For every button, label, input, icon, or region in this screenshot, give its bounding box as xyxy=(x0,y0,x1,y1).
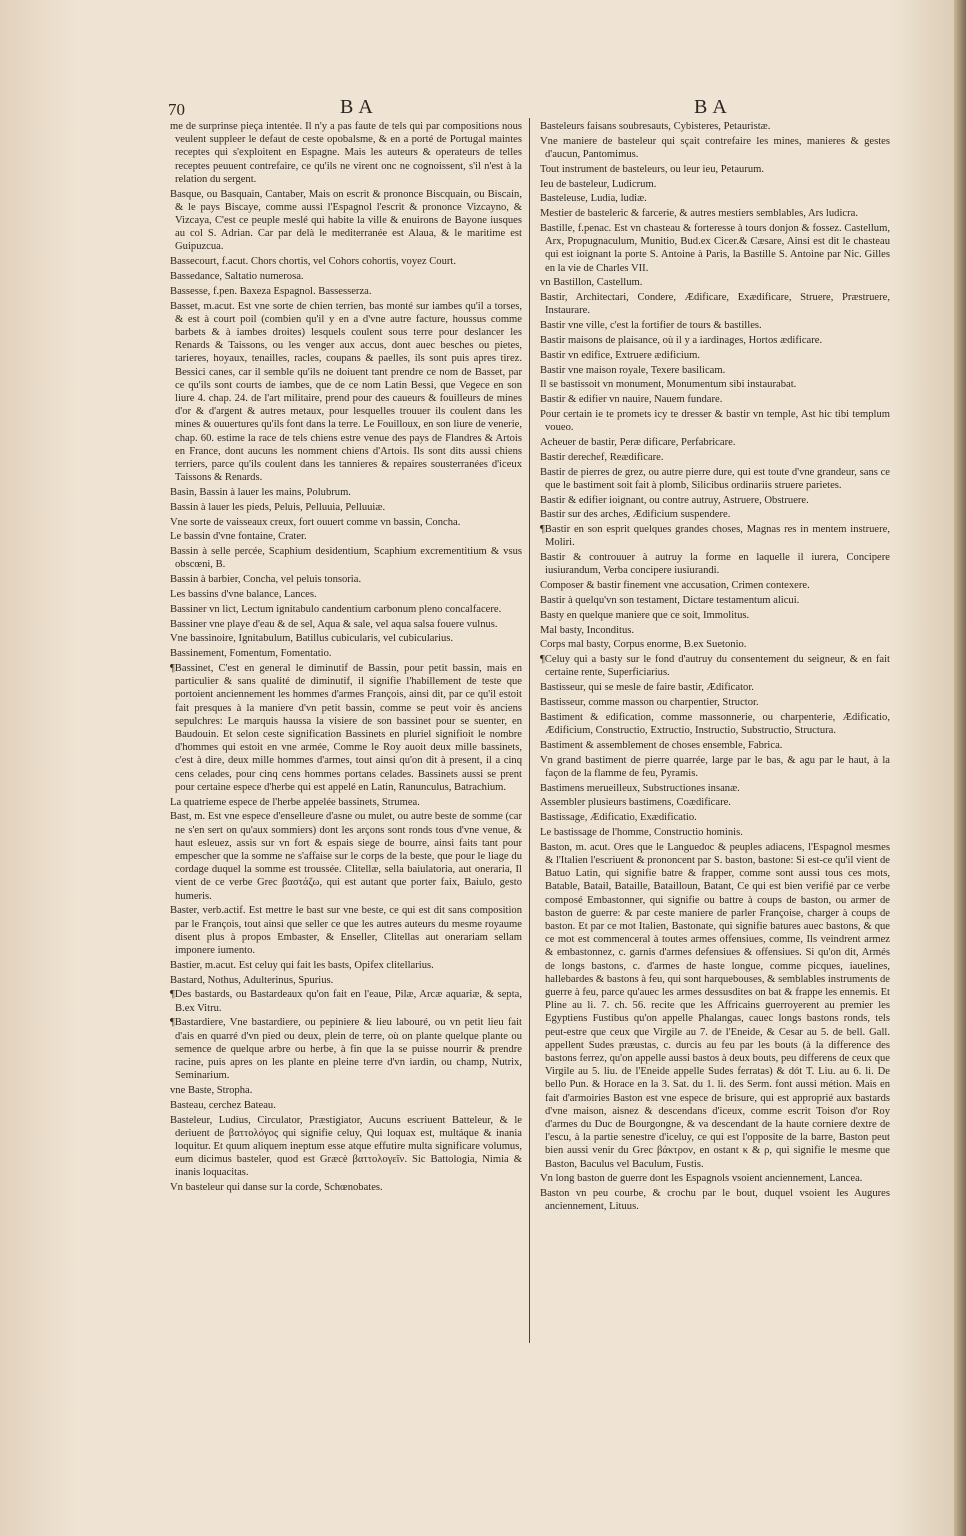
dictionary-entry: Bassiner vn lict, Lectum ignitabulo candentium carbonum pleno concalfacere. xyxy=(170,603,502,615)
dictionary-entry: Le bastissage de l'homme, Constructio hominis. xyxy=(540,826,743,838)
dictionary-entry: Bastir & edifier vn nauire, Nauem fundare. xyxy=(540,394,723,406)
dictionary-entry: Vne sorte de vaisseaux creux, fort ouuert comme vn bassin, Concha. xyxy=(170,516,461,528)
left-column xyxy=(170,120,522,1196)
dictionary-entry: Bastiment & assemblement de choses ensemble, Fabrica. xyxy=(540,739,783,751)
dictionary-entry: ¶Bastir en son esprit quelques grandes choses, Magnas res in mentem instruere, Moliri. xyxy=(540,524,890,549)
dictionary-entry: Baston, m. acut. Ores que le Languedoc & peuples adiacens, l'Espagnol mesmes & l'Italien l'escriuent & prononcent par S. baston, bastone: Si est-ce qu'il vient de Batuo Latin, qui signifie batre & frapper, comme sont aussi tous ces mots, Batable, Batail, Bataille, Batailloun, Batant, Ce qui est bien verifié par ce verbe composé Embastonner, qui signifie ou battre à coups de baston, ou armer de baston de guerre: & par ceste maniere de parler Françoise, charger à coups de baston. Et par ce mot Italien, Bastonate, qui signifie batures auec bastons, & que ce mot est commenceral à toutes armes offensiues, comme, Ils veindrent armez & embastonnez, c. garnis d'armes defensiues & offensiues. Si qu'on dit, Armés de longs bastons, c. d'armes de haste longue, comme picques, iauelines, hallebardes & bastons à feu, qui sont harquebouses, & semblables instruments de guerre à feu, parce qu'auec les armes dessusdites on bat & frappe les ennemis. Et Pline au li. 7. ch. 56. recite que les Affricains guerroyerent au premier les Egyptiens Fustibus qu'on appelle Phalangas, cauec longs bastons ronds, tels peut-estre que ceux que Virgile au 7. de l'Eneide, & Cesar au 5. de bell. Gall. appellent Sudes præustas, c. durcis au feu par les bouts (à la difference des bastons ferrez, qu'on appelle aussi bastos à deux bouts, peu differens de ceux que Virgile au 5. liu. de l'Eneide appelle Sudes ferratas) & dót T. Liu. au 6. li. De bello Pun. & Horace en la 3. Sat. du 1. li. des Serm. font aussi métion. Mais en fait d'armoiries Baston est vne espece de brisure, qui est approprié aux bastards d'vne maison, aisnez & descendans d'iceux, comme escrit Toison d'or Roy d'armes du Duc de Bourgongne, & va descendant de la haute corniere dextre de l'escu, à la partie senestre d'iceluy, ce qui est l'opposite de la barre, Baston peut bien aussi venir du Grec βάκτρον, en ostant κ & ρ, qui signifie le mesme que Baston, Baculus vel Baculum, Fustis. xyxy=(540,841,890,1170)
dictionary-entry: Mal basty, Inconditus. xyxy=(540,624,635,636)
dictionary-entry: Pour certain ie te promets icy te dresser & bastir vn temple, Ast hic tibi templum voueo. xyxy=(540,408,890,434)
dictionary-entry: Bastier, m.acut. Est celuy qui fait les basts, Opifex clitellarius. xyxy=(170,959,434,971)
dictionary-entry: vne Baste, Stropha. xyxy=(170,1085,253,1097)
dictionary-entry: La quatrieme espece de l'herbe appelée bassinets, Strumea. xyxy=(170,796,420,808)
dictionary-entry: Baston vn peu courbe, & crochu par le bout, duquel vsoient les Augures anciennement, Lituus. xyxy=(540,1188,890,1213)
page-gutter-shadow xyxy=(954,0,966,1536)
dictionary-entry: Vn basteleur qui danse sur la corde, Schœnobates. xyxy=(170,1182,383,1194)
dictionary-entry: Bassin à lauer les pieds, Peluis, Pelluuia, Pelluuiæ. xyxy=(170,501,386,513)
dictionary-entry: Ieu de basteleur, Ludicrum. xyxy=(540,178,657,190)
dictionary-entry: Basque, ou Basquain, Cantaber, Mais on escrit & prononce Biscquain, ou Biscain, & le pays Biscaye, comme aussi l'Espagnol l'escrit & prononce Vizcayno, & Vizcaya, C'est ce peuple meslé qui habite la ville & enuirons de Bayone iusques au col S. Adrian. Car par delà le mediterranée est Alaua, & le maritime est Guipuzcua. xyxy=(170,188,522,253)
dictionary-entry: Bastir à quelqu'vn son testament, Dictare testamentum alicui. xyxy=(540,594,800,606)
dictionary-entry: Il se bastissoit vn monument, Monumentum sibi instaurabat. xyxy=(540,379,797,391)
dictionary-entry: Bassedance, Saltatio numerosa. xyxy=(170,271,304,283)
dictionary-entry: Bassecourt, f.acut. Chors chortis, vel Cohors cohortis, voyez Court. xyxy=(170,256,456,268)
dictionary-entry: Vn long baston de guerre dont les Espagnols vsoient anciennement, Lancea. xyxy=(540,1173,863,1185)
dictionary-entry: Bastir, Architectari, Condere, Ædificare, Exædificare, Struere, Præstruere, Instaurare. xyxy=(540,292,890,317)
dictionary-entry: Vn grand bastiment de pierre quarrée, large par le bas, & agu par le haut, à la façon de la flamme de feu, Pyramis. xyxy=(540,754,890,779)
dictionary-entry: Bastille, f.penac. Est vn chasteau & forteresse à tours donjon & fossez. Castellum, Arx, Propugnaculum, Munitio, Bud.ex Cicer.& Cæsare, Ainsi est dit le chasteau qui est ioignant la porte S. Antoine à Paris, la Bastille S. Antoine par Nic. Gilles en la vie de Charles VII. xyxy=(540,222,890,274)
dictionary-entry: Les bassins d'vne balance, Lances. xyxy=(170,589,317,601)
right-column xyxy=(540,120,890,1215)
dictionary-entry: Bastir de pierres de grez, ou autre pierre dure, qui est toute d'vne grandeur, sans ce que le bastiment soit fait à plomb, Silicibus ordinariis struere parietes. xyxy=(540,466,890,491)
dictionary-entry: Vne bassinoire, Ignitabulum, Batillus cubicularis, vel cubicularius. xyxy=(170,633,454,645)
dictionary-entry: Basteleuse, Ludia, ludiæ. xyxy=(540,193,647,205)
dictionary-entry: Basteleur, Ludius, Circulator, Præstigiator, Aucuns escriuent Batteleur, & le deriuent de βαττολόγος qui signifie celuy, Qui loquax est, multáque & inania loquitur. Et quum aliquem ineptum esse atque effutire multa significare volumus, eum dicimus basteler, quod est Græcè βαττολογεῖν. Sic Battologia, Nimia & inanis loquacitas. xyxy=(170,1114,522,1179)
dictionary-entry: Bastir & edifier ioignant, ou contre autruy, Astruere, Obstruere. xyxy=(540,494,809,506)
dictionary-entry: Vne maniere de basteleur qui sçait contrefaire les mines, manieres & gestes d'aucun, Pantomimus. xyxy=(540,135,890,160)
dictionary-entry: Bassin à barbier, Concha, vel peluis tonsoria. xyxy=(170,574,362,586)
dictionary-entry: Basteleurs faisans soubresauts, Cybisteres, Petauristæ. xyxy=(540,121,771,132)
dictionary-entry: Basty en quelque maniere que ce soit, Immolitus. xyxy=(540,609,750,621)
dictionary-entry: Bassin à selle percée, Scaphium desidentium, Scaphium excrementitium & vsus obscœni, B. xyxy=(170,546,522,571)
dictionary-entry: Le bassin d'vne fontaine, Crater. xyxy=(170,531,307,543)
dictionary-entry: Bastard, Nothus, Adulterinus, Spurius. xyxy=(170,974,334,986)
dictionary-entry: vn Bastillon, Castellum. xyxy=(540,277,643,289)
running-header-right: BA xyxy=(694,96,732,118)
dictionary-entry: Bastir vn edifice, Extruere ædificium. xyxy=(540,349,701,361)
dictionary-entry: Acheuer de bastir, Peræ dificare, Perfabricare. xyxy=(540,436,736,448)
page-number: 70 xyxy=(168,100,185,119)
dictionary-entry: ¶Des bastards, ou Bastardeaux qu'on fait en l'eaue, Pilæ, Arcæ aquariæ, & septa, B.ex Vitru. xyxy=(170,989,522,1014)
dictionary-entry: Bastir & controuuer à autruy la forme en laquelle il iurera, Concipere iusiurandum, Verba concipere iusiurandi. xyxy=(540,552,890,577)
dictionary-entry: Bastimens merueilleux, Substructiones insanæ. xyxy=(540,782,740,794)
dictionary-entry: Basteau, cerchez Bateau. xyxy=(170,1099,276,1111)
dictionary-entry: Corps mal basty, Corpus enorme, B.ex Suetonio. xyxy=(540,639,747,651)
dictionary-entry: Bastiment & edification, comme massonnerie, ou charpenterie, Ædificatio, Ædificium, Constructio, Extructio, Instructio, Substructio, Structura. xyxy=(540,711,890,736)
dictionary-entry: Basin, Bassin à lauer les mains, Polubrum. xyxy=(170,487,351,499)
dictionary-entry: Bastir sur des arches, Ædificium suspendere. xyxy=(540,509,731,521)
dictionary-entry: Tout instrument de basteleurs, ou leur ieu, Petaurum. xyxy=(540,163,765,175)
dictionary-entry: Bastir vne ville, c'est la fortifier de tours & bastilles. xyxy=(540,320,762,332)
dictionary-entry: Basset, m.acut. Est vne sorte de chien terrien, bas monté sur iambes qu'il a torses, & est à court poil (combien qu'il y en a d'vne autre facture, houssus comme barbets & à iambes droites) lesquels coulent sous terre pour deslancer les Renards & Taissons, ou les venger aux accus, dont auec besches ou pietes, tarieres, hoyaux, tenailles, racles, coupans & paelles, ils sont puis apres tirez. Bessici canes, car il semble qu'ils ne doiuent tant prendre ce nom de Basset, par ce qu'ils sont courts de iambes, que de ce nom Latin Bessi, que Vegece en son liure 4. chap. 24. de l'art militaire, prend pour des caueurs & fouilleurs de mines d'or & d'argent & autres metaux, pour lesquelles trouuer ils coulent dans les mines & ouuertures qu'ils font dans la terre. Le Fouilloux, en son liure de venerie, chap. 60. estime la race de tels chiens estre venue des pays de Flandres & Artois en France, dont aucuns les nomment chiens d'Artois. Ils sont dits aussi chiens terriers, parce qu'ils coulent dans les tannieres & repaires sousterranées d'iceux Taissons & Renards. xyxy=(170,300,523,484)
dictionary-entry: Assembler plusieurs bastimens, Coædificare. xyxy=(540,797,731,809)
dictionary-entry: Mestier de basteleric & farcerie, & autres mestiers semblables, Ars ludicra. xyxy=(540,208,858,220)
dictionary-entry: Bastisseur, comme masson ou charpentier, Structor. xyxy=(540,696,759,708)
dictionary-entry: Bastissage, Ædificatio, Exædificatio. xyxy=(540,812,697,824)
dictionary-entry: ¶Celuy qui a basty sur le fond d'autruy du consentement du seigneur, & en fait certaine rente, Superficiarius. xyxy=(540,654,890,679)
dictionary-entry: me de surprinse pieça intentée. Il n'y a pas faute de tels qui par compositions nous veulent suppleer le defaut de ceste opobalsme, & en a porté de Portugal maintes receptes qui s'exploitent en Espagne. Mais les auteurs & operateurs de telles receptes peuuent contrefaire, ce qu'ils ne virent onc ne cognoissent, s'il n'est à la relation du sergent. xyxy=(170,121,522,185)
dictionary-entry: ¶Bassinet, C'est en general le diminutif de Bassin, pour petit bassin, mais en particulier & sans qualité de diminutif, il signifie l'habillement de teste que portoient anciennement les hommes d'armes François, ainsi dit, par ce qu'il estoit fait presques à la maniere d'vn petit bassin, comme se peut voir ès anciens sepulchres: Le marquis haussa la visiere de son bassinet pour se suenter, en Baudouin. Et selon ceste signification Bassinets en pluriel signifioit le nombre d'hommes qui estoit en vne armée, Comme le Roy auoit deux mille bassinets, c'est à dire, deux mille hommes d'armes, tout ainsi qu'on dit à present, il a cinq cens celades, pour cinq cens hommes portans celades. Bassinets aussi se prent pour certaine espece d'herbe qui est appelé en Latin, Ranunculus, Batrachium. xyxy=(170,663,522,793)
dictionary-entry: Bastir derechef, Reædificare. xyxy=(540,451,664,463)
dictionary-entry: Bassinement, Fomentum, Fomentatio. xyxy=(170,648,332,660)
dictionary-entry: Bast, m. Est vne espece d'enselleure d'asne ou mulet, ou autre beste de somme (car ne s'en sert on qu'aux sommiers) dont les arçons sont ronds tous d'vne venue, & haut esleuez, assis sur vn fort & espais siege de bourre, ainsi faits tant pour empescher que la somme ne s'affaise sur le corps de la beste, que pour le liage du cordage duquel la somme est troussée. Clitellæ, sella baiulatoria, aut oneraria, Il vient de ce verbe Grec βαστάζω, qui est autant que porter faix, Baiulo, gesto humeris. xyxy=(170,811,522,902)
dictionary-entry: Bastir vne maison royale, Texere basilicam. xyxy=(540,364,726,376)
dictionary-entry: Bastir maisons de plaisance, où il y a iardinages, Hortos ædificare. xyxy=(540,334,823,346)
dictionary-entry: Bassesse, f.pen. Baxeza Espagnol. Bassesserza. xyxy=(170,285,372,297)
running-header-left: BA xyxy=(340,96,378,118)
dictionary-entry: ¶Bastardiere, Vne bastardiere, ou pepiniere & lieu labouré, ou vn petit lieu fait d'ais en quarré d'vn pied ou deux, plein de terre, où on plante quelque plante ou semence de quelque arbre ou herbe, à fin que la se puisse nourrir & prendre racine, puis apres on les plante en pleine terre d'vn iardin, ou champ, Nutrix, Seminarium. xyxy=(170,1017,522,1082)
column-divider xyxy=(529,118,530,1343)
dictionary-entry: Bastisseur, qui se mesle de faire bastir, Ædificator. xyxy=(540,682,754,694)
dictionary-entry: Baster, verb.actif. Est mettre le bast sur vne beste, ce qui est dit sans composition par le François, tout ainsi que seller ce que les autres auteurs du mesme royaume disent plus à propos Embaster, & Enseller, Clitellas aut onerariam sellam imponere iumento. xyxy=(170,905,522,957)
dictionary-entry: Composer & bastir finement vne accusation, Crimen contexere. xyxy=(540,580,810,592)
dictionary-entry: Bassiner vne playe d'eau & de sel, Aqua & sale, vel aqua salsa fouere vulnus. xyxy=(170,618,498,630)
